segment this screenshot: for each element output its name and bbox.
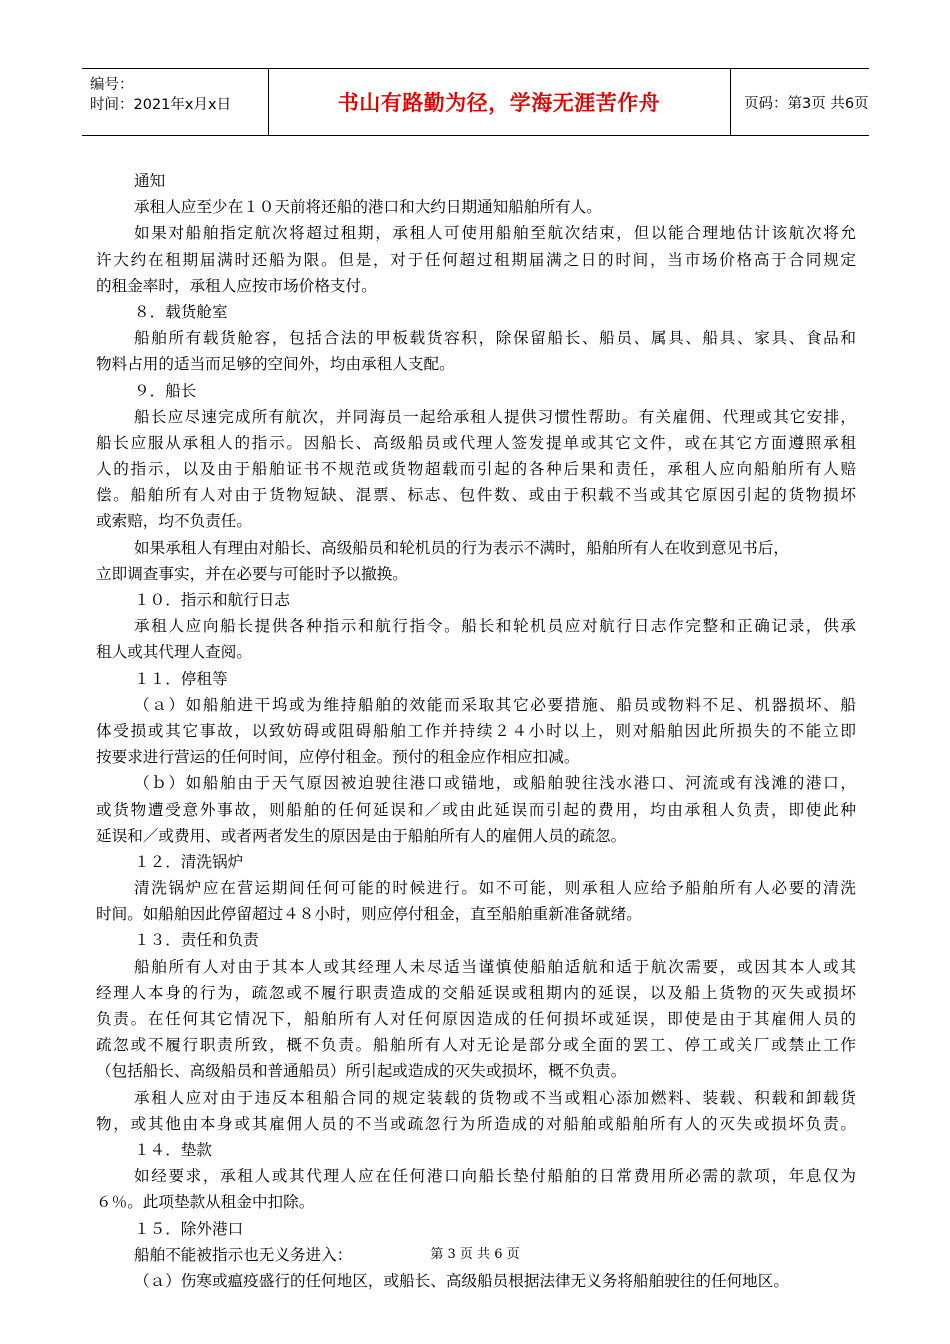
text-line: 船舶所有人对由于其本人或其经理人未尽适当谨慎使船舶适航和适于航次需要，或因其本人或其 [134,957,856,976]
text-line: 疏忽或不履行职责所致，概不负责。船舶所有人对无论是部分或全面的罢工、停工或关厂或禁止工作 [96,1036,856,1055]
header-motto: 书山有路勤为径，学海无涯苦作舟 [337,91,661,115]
section-heading: １１．停租等 [134,669,228,688]
header-page-info: 页码：第3页 共6页 [744,95,869,112]
text-line: 船舶不能被指示也无义务进入： [134,1245,353,1264]
text-line: 清洗锅炉应在营运期间任何可能的时候进行。如不可能，则承租人应给予船舶所有人必要的清洗 [134,879,856,898]
text-line: 船舶所有载货舱容，包括合法的甲板载货容积，除保留船长、船员、属具、船具、家具、食品和 [134,329,856,348]
text-line: 承租人应至少在１０天前将还船的港口和大约日期通知船舶所有人。 [134,198,602,217]
document-date-label: 时间：2021年x月x日 [90,97,232,113]
text-line: （ｂ）如船舶由于天气原因被迫驶往港口或锚地，或船舶驶往浅水港口、河流或有浅滩的港口， [134,774,856,793]
section-heading: １４．垫款 [134,1140,212,1159]
text-line: 物料占用的适当而足够的空间外，均由承租人支配。 [96,355,455,374]
section-heading: ８．载货舱室 [134,302,228,321]
text-line: （ａ）伤寒或瘟疫盛行的任何地区，或船长、高级船员根据法律无义务将船舶驶往的任何地区。 [134,1271,789,1290]
text-line: ６％。此项垫款从租金中扣除。 [96,1193,315,1212]
text-line: （ａ）如船舶进干坞或为维持船舶的效能而采取其它必要措施、船员或物料不足、机器损坏、船 [134,695,856,714]
text-line: 如经要求，承租人或其代理人应在任何港口向船长垫付船舶的日常费用所必需的款项，年息仅为 [134,1167,856,1186]
text-line: 船长应服从承租人的指示。因船长、高级船员或代理人签发提单或其它文件，或在其它方面遵照承租 [96,433,856,452]
text-line: （包括船长、高级船员和普通船员）所引起或造成的灭失或损坏，概不负责。 [96,1062,627,1081]
page-header [82,68,869,136]
header-page-cell [730,69,869,135]
text-line: 船长应尽速完成所有航次，并同海员一起给承租人提供习惯性帮助。有关雇佣、代理或其它安排， [134,407,856,426]
section-heading: １３．责任和负责 [134,931,259,950]
section-heading: ９．船长 [134,381,197,400]
text-line: 人的指示，以及由于船舶证书不规范或货物超载而引起的各种后果和责任，承租人应向船舶所有人赔 [96,460,856,479]
section-heading: １５．除外港口 [134,1219,244,1238]
header-motto-cell [268,69,731,135]
document-number-label: 编号： [90,77,134,93]
text-line: 租人或其代理人查阅。 [96,643,252,662]
page-footer: 第 3 页 共 6 页 [430,1247,520,1262]
text-line: 按要求进行营运的任何时间，应停付租金。预付的租金应作相应扣减。 [96,748,580,767]
text-line: 通知 [134,172,166,190]
text-line: 许大约在租期届满时还船为限。但是，对于任何超过租期届满之日的时间，当市场价格高于合同规定 [96,250,856,269]
text-line: 如果对船舶指定航次将超过租期，承租人可使用船舶至航次结束，但以能合理地估计该航次将允 [134,224,856,243]
text-line: 立即调查事实，并在必要与可能时予以撤换。 [96,564,408,583]
text-line: 体受损或其它事故，以致妨碍或阻碍船舶工作并持续２４小时以上，则对船舶因此所损失的不能立即 [96,721,856,740]
text-line: 如果承租人有理由对船长、高级船员和轮机员的行为表示不满时，船舶所有人在收到意见书后， [134,538,789,557]
text-line: 或索赔，均不负责任。 [96,512,252,531]
text-line: 或货物遭受意外事故，则船舶的任何延误和／或由此延误而引起的费用，均由承租人负责，即使此种 [96,800,856,819]
text-line: 延误和／或费用、或者两者发生的原因是由于船舶所有人的雇佣人员的疏忽。 [96,826,627,845]
text-line: 时间。如船舶因此停留超过４８小时，则应停付租金，直至船舶重新准备就绪。 [96,905,642,924]
text-line: 承租人应向船长提供各种指示和航行指令。船长和轮机员应对航行日志作完整和正确记录，供承 [134,617,856,636]
text-line: 负责。在任何其它情况下，船舶所有人对任何原因造成的任何损坏或延误，即使是由于其雇佣人员的 [96,1010,856,1028]
document-body [96,168,856,1294]
header-meta [82,69,269,135]
text-line: 的租金率时，承租人应按市场价格支付。 [96,276,377,295]
section-heading: １０．指示和航行日志 [134,591,290,609]
text-line: 偿。船舶所有人对由于货物短缺、混票、标志、包件数、或由于积载不当或其它原因引起的货物损坏 [96,486,856,505]
text-line: 承租人应对由于违反本租船合同的规定装载的货物或不当或粗心添加燃料、装载、积载和卸载货 [134,1088,856,1107]
text-line: 物，或其他由本身或其雇佣人员的不当或疏忽行为所造成的对船舶或船舶所有人的灭失或损坏负责。 [96,1114,856,1133]
text-line: 经理人本身的行为，疏忽或不履行职责造成的交船延误或租期内的延误，以及船上货物的灭失或损坏 [96,983,856,1002]
section-heading: １２．清洗锅炉 [134,852,244,871]
